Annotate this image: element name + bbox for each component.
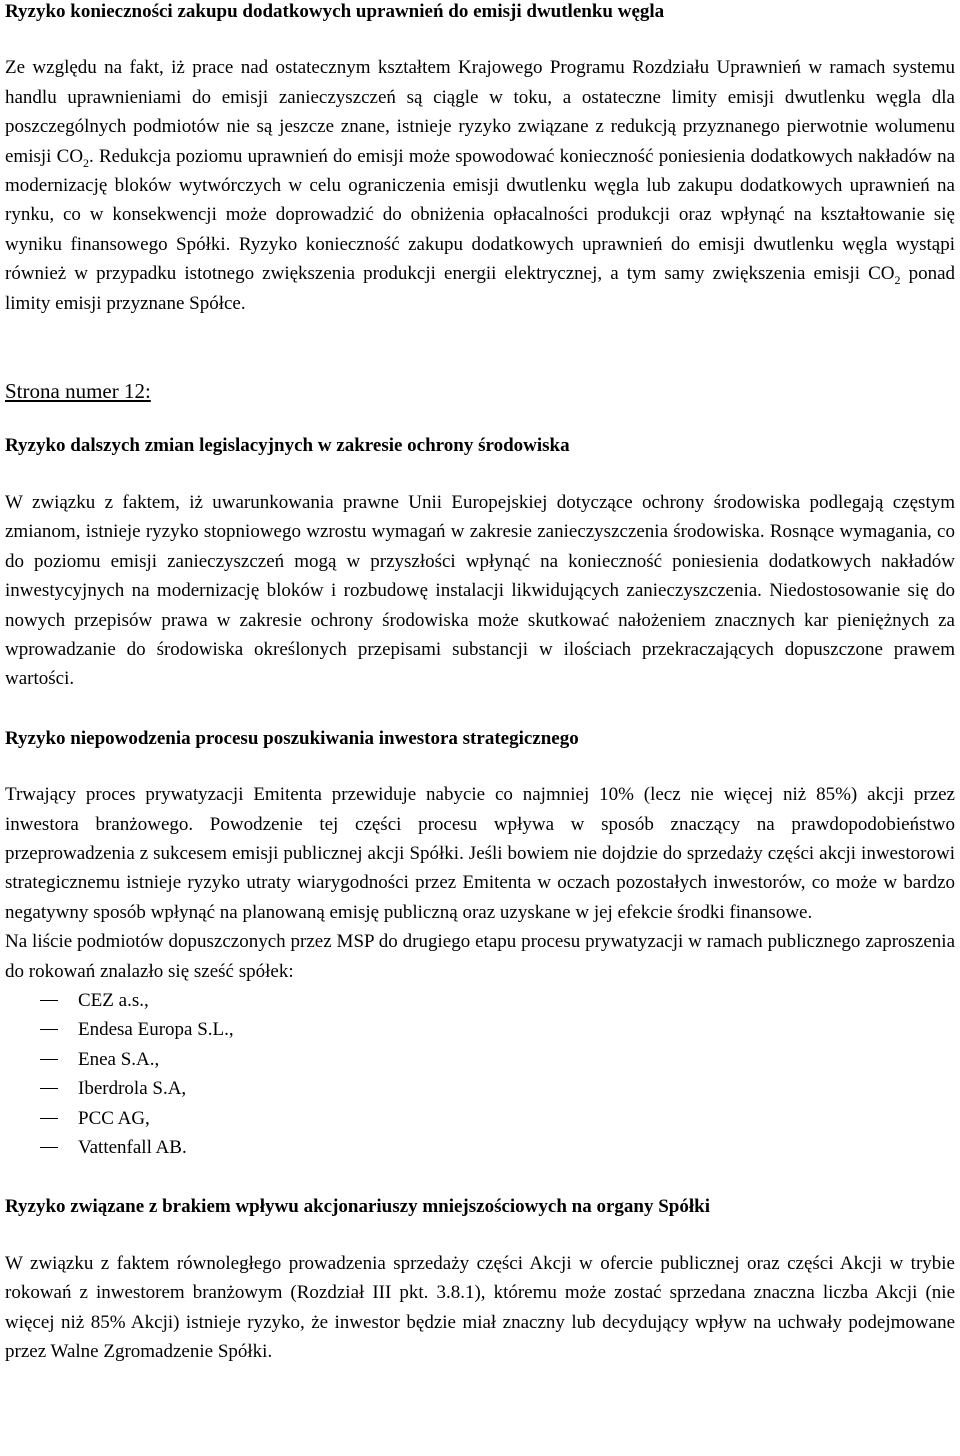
dash-bullet [40, 1059, 58, 1060]
company-name: Vattenfall AB. [78, 1137, 187, 1158]
paragraph-minority-risk: W związku z faktem równoległego prowadzenia sprzedaży części Akcji w ofercie publicznej oraz części Akcji w trybie rokowań z inwestorem branżowym (Rozdział III pkt. 3.8.1), któremu może zostać sprzedana znaczna liczba Akcji (nie więcej niż 85% Akcji) istnieje ryzyko, że inwestor będzie miał znaczny lub decydujący wpływ na uchwały podejmowane przez Walne Zgromadzenie Spółki. [5, 1252, 955, 1363]
section-heading-minority: Ryzyko związane z brakiem wpływu akcjonariuszy mniejszościowych na organy Spółki [5, 1196, 710, 1218]
company-name: CEZ a.s., [78, 989, 149, 1011]
company-name: Iberdrola S.A, [78, 1078, 187, 1100]
list-item [78, 1015, 955, 1044]
section-heading-co2: Ryzyko konieczności zakupu dodatkowych uprawnień do emisji dwutlenku węgla [5, 1, 665, 22]
document-page [5, 0, 955, 1366]
company-list [5, 986, 955, 1162]
list-item [78, 1104, 955, 1133]
section-heading-investor: Ryzyko niepowodzenia procesu poszukiwania inwestora strategicznego [5, 727, 579, 749]
paragraph-text: Ze względu na fakt, iż prace nad ostatecznym kształtem Krajowego Programu Rozdziału Uprawnień w ramach systemu handlu uprawnieniami do emisji zanieczyszczeń są ciągle w toku, a ostateczne limity emisji dwutlenku węgla dla poszczególnych podmiotów nie są jeszcze znane, istnieje ryzyko związane z redukcją przyznanego pierwotnie wolumenu emisji CO [5, 57, 955, 167]
section-heading-legislation: Ryzyko dalszych zmian legislacyjnych w zakresie ochrony środowiska [5, 435, 570, 457]
subscript: 2 [83, 155, 90, 170]
paragraph-shortlist: Na liście podmiotów dopuszczonych przez MSP do drugiego etapu procesu prywatyzacji w ramach publicznego zaproszenia do rokowań znalazło się sześć spółek: [5, 931, 955, 982]
paragraph-text: . Redukcja poziomu uprawnień do emisji może spowodować konieczność poniesienia dodatkowych nakładów na modernizację bloków wytwórczych w celu ograniczenia emisji dwutlenku węgla lub zakupu dodatkowych uprawnień na rynku, co w konsekwencji może doprowadzić do obniżenia opłacalności produkcji oraz wpłynąć na kształtowanie się wyniku finansowego Spółki. Ryzyko konieczność zakupu dodatkowych uprawnień do emisji dwutlenku węgla wystąpi również w przypadku istotnego zwiększenia produkcji energii elektrycznej, a tym samy zwiększenia emisji CO [5, 145, 956, 285]
page-number-label: Strona numer 12: [5, 379, 151, 404]
dash-bullet [40, 1000, 58, 1001]
dash-bullet [40, 1088, 58, 1089]
dash-bullet [40, 1029, 58, 1030]
dash-bullet [40, 1118, 58, 1119]
company-name: Endesa Europa S.L., [78, 1019, 234, 1041]
company-name: Enea S.A., [78, 1048, 160, 1070]
paragraph-co2-risk [5, 53, 955, 318]
paragraph-text: ponad limity emisji przyznane Spółce. [5, 263, 956, 314]
dash-bullet [40, 1147, 58, 1148]
company-name: PCC AG, [78, 1107, 150, 1129]
list-item [78, 1045, 955, 1074]
list-item [78, 1133, 955, 1162]
paragraph-investor-risk: Trwający proces prywatyzacji Emitenta przewiduje nabycie co najmniej 10% (lecz nie więcej niż 85%) akcji przez inwestora branżowego. Powodzenie tej części procesu wpływa w sposób znaczący na prawdopodobieństwo przeprowadzenia z sukcesem emisji publicznej akcji Spółki. Jeśli bowiem nie dojdzie do sprzedaży części akcji inwestorowi strategicznemu istnieje ryzyko utraty wiarygodności przez Emitenta w oczach pozostałych inwestorów, co może w bardzo negatywny sposób wpłynąć na planowaną emisję publiczną oraz uzyskane w jej efekcie środki finansowe. [5, 784, 955, 923]
subscript: 2 [894, 273, 901, 288]
paragraph-legislation-risk: W związku z faktem, iż uwarunkowania prawne Unii Europejskiej dotyczące ochrony środowiska podlegają częstym zmianom, istnieje ryzyko stopniowego wzrostu wymagań w zakresie zanieczyszczenia środowiska. Rosnące wymagania, co do poziomu emisji zanieczyszczeń mogą w przyszłości wpłynąć na konieczność poniesienia dodatkowych nakładów inwestycyjnych na modernizację bloków i rozbudowę instalacji likwidujących zanieczyszczenia. Niedostosowanie się do nowych przepisów prawa w zakresie ochrony środowiska może skutkować nałożeniem znacznych kar pieniężnych za wprowadzanie do środowiska określonych przepisami substancji w ilościach przekraczających dopuszczone prawem wartości. [5, 491, 955, 690]
list-item [78, 1074, 955, 1103]
list-item [78, 986, 955, 1015]
